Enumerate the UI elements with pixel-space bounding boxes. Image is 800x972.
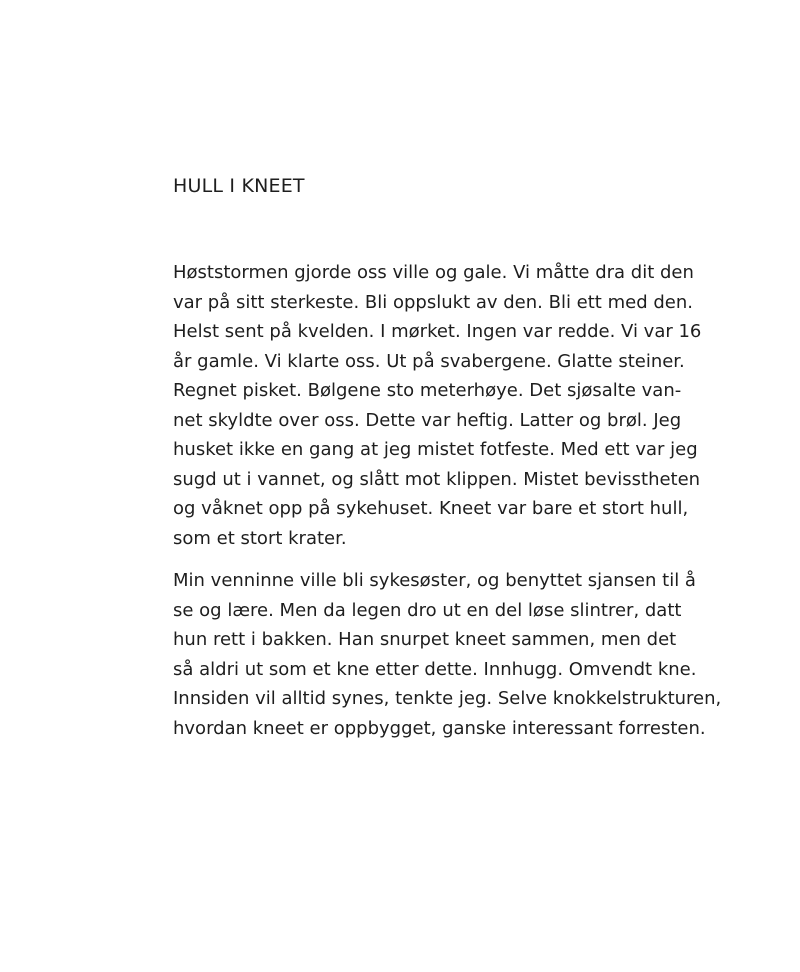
text-line: og våknet opp på sykehuset. Kneet var bare et stort hull, xyxy=(173,498,689,519)
text-line: Helst sent på kvelden. I mørket. Ingen var redde. Vi var 16 xyxy=(173,321,702,342)
paragraph-2 xyxy=(173,566,721,743)
text-line: år gamle. Vi klarte oss. Ut på svabergene. Glatte steiner. xyxy=(173,350,685,372)
text-line: hun rett i bakken. Han snurpet kneet sammen, men det xyxy=(173,629,677,650)
text-line: se og lære. Men da legen dro ut en del løse slintrer, datt xyxy=(173,599,682,621)
text-line: Regnet pisket. Bølgene sto meterhøye. Det sjøsalte van- xyxy=(173,380,682,401)
text-line: hvordan kneet er oppbygget, ganske interessant forresten. xyxy=(173,717,706,739)
text-line: så aldri ut som et kne etter dette. Innhugg. Omvendt kne. xyxy=(173,658,697,680)
text-line: sugd ut i vannet, og slått mot klippen. Mistet bevisstheten xyxy=(173,468,701,490)
text-line: Innsiden vil alltid synes, tenkte jeg. Selve knokkelstrukturen, xyxy=(173,688,722,709)
paragraph-1 xyxy=(173,258,701,553)
text-line: Høststormen gjorde oss ville og gale. Vi måtte dra dit den xyxy=(173,262,694,283)
page-edge xyxy=(0,0,7,972)
text-line: Min venninne ville bli sykesøster, og benyttet sjansen til å xyxy=(173,570,696,591)
text-line: var på sitt sterkeste. Bli oppslukt av den. Bli ett med den. xyxy=(173,291,693,313)
text-line: net skyldte over oss. Dette var heftig. Latter og brøl. Jeg xyxy=(173,409,682,431)
text-line: husket ikke en gang at jeg mistet fotfeste. Med ett var jeg xyxy=(173,439,698,460)
chapter-title: HULL I KNEET xyxy=(173,175,305,197)
text-line: som et stort krater. xyxy=(173,527,347,549)
